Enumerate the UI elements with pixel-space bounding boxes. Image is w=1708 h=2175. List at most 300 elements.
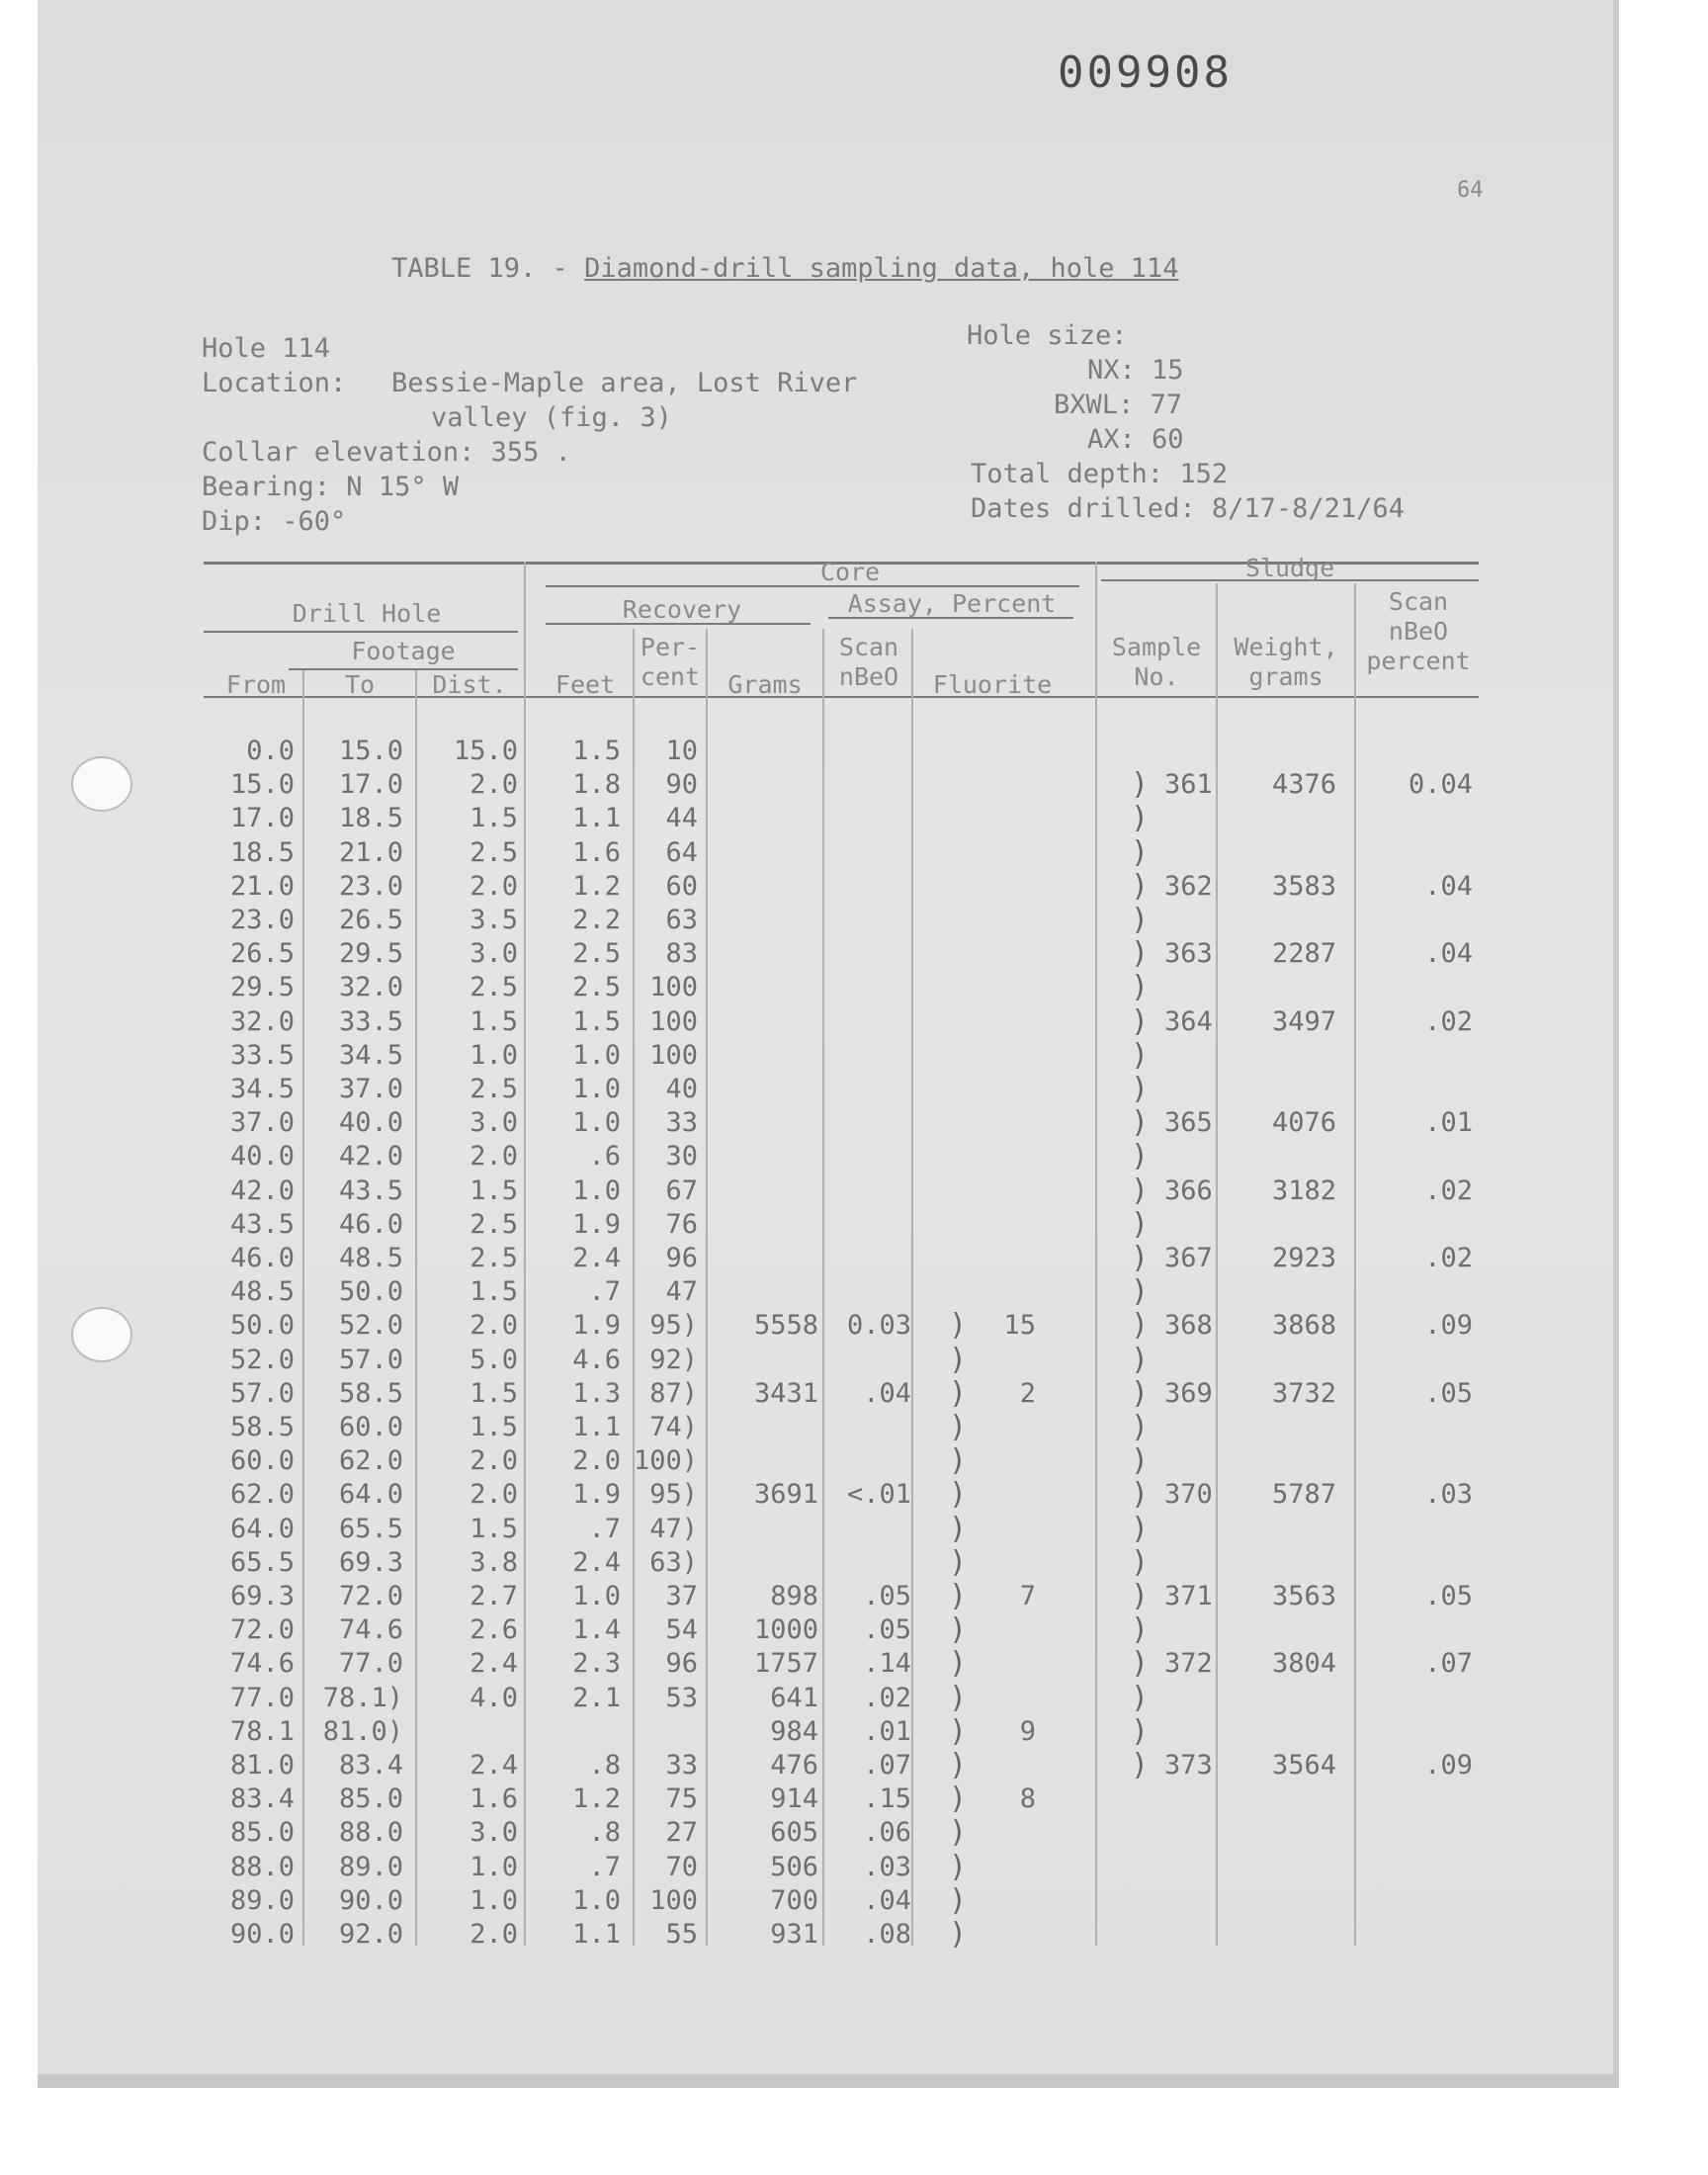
recovery-feet-cell: 4.6: [572, 1344, 621, 1375]
from-cell: 29.5: [229, 972, 295, 1003]
assay-grams-cell: 914: [770, 1784, 818, 1815]
recovery-feet-cell: .8: [588, 1817, 621, 1849]
assay-group-brace: ): [949, 1477, 968, 1513]
dist-cell: 2.5: [470, 1208, 518, 1240]
hdr-weight-grams: Weight, grams: [1234, 633, 1338, 691]
vline-feet: [633, 629, 635, 1946]
dist-cell: 2.0: [470, 769, 518, 801]
sludge-group-brace: ): [1131, 1748, 1150, 1783]
recovery-percent-cell: 100: [649, 1884, 698, 1916]
dist-cell: 2.0: [470, 1479, 518, 1511]
sludge-sample-cell: 361: [1164, 769, 1213, 801]
dist-cell: 3.5: [470, 905, 518, 935]
fluorite-cell: 15: [1003, 1310, 1036, 1342]
dist-cell: 1.6: [470, 1784, 518, 1815]
sludge-sample-cell: 370: [1164, 1479, 1213, 1511]
recovery-feet-cell: 1.0: [572, 1107, 621, 1139]
sludge-scan-cell: .05: [1424, 1581, 1473, 1611]
to-cell: 74.6: [338, 1614, 403, 1646]
from-cell: 62.0: [229, 1479, 295, 1511]
recovery-feet-cell: 2.3: [572, 1648, 621, 1680]
drill-hole-rule: [204, 631, 518, 633]
sludge-group-brace: ): [1131, 1206, 1150, 1242]
from-cell: 23.0: [229, 905, 295, 935]
dist-cell: 3.0: [470, 1817, 518, 1849]
to-cell: 90.0: [338, 1884, 403, 1916]
sludge-scan-cell: .09: [1424, 1750, 1473, 1781]
sludge-weight-cell: 4376: [1271, 769, 1336, 801]
hdr-drill-hole: Drill Hole: [292, 599, 442, 628]
dist-cell: 2.5: [470, 1243, 518, 1273]
dip: Dip: -60°: [202, 506, 347, 537]
to-cell: 48.5: [338, 1243, 403, 1273]
dist-cell: 5.0: [470, 1344, 518, 1375]
dist-cell: 1.5: [470, 803, 518, 834]
recovery-percent-cell: 53: [665, 1682, 698, 1713]
from-cell: 40.0: [229, 1141, 295, 1173]
assay-group-brace: ): [949, 1410, 968, 1444]
sludge-group-brace: ): [1131, 903, 1150, 937]
dist-cell: 2.5: [470, 972, 518, 1003]
sludge-scan-cell: .02: [1424, 1243, 1473, 1273]
vline-scan: [911, 629, 913, 1946]
fluorite-cell: 2: [1019, 1377, 1036, 1409]
sludge-weight-cell: 3868: [1271, 1310, 1336, 1342]
recovery-percent-cell: 90: [665, 769, 698, 801]
assay-scan-cell: .14: [863, 1648, 911, 1680]
recovery-percent-cell: 33: [665, 1750, 698, 1781]
assay-scan-cell: .06: [863, 1817, 911, 1849]
recovery-percent-cell: 76: [665, 1208, 698, 1240]
dates-drilled: Dates drilled: 8/17-8/21/64: [971, 493, 1405, 524]
sludge-weight-cell: 3497: [1271, 1005, 1336, 1037]
sludge-sample-cell: 364: [1164, 1005, 1213, 1037]
sludge-sample-cell: 372: [1164, 1648, 1213, 1680]
recovery-feet-cell: 1.0: [572, 1074, 621, 1104]
sludge-group-brace: ): [1131, 1105, 1150, 1141]
vline-pct: [706, 629, 708, 1946]
vline-to: [415, 670, 417, 1946]
to-cell: 64.0: [338, 1479, 403, 1511]
to-cell: 60.0: [338, 1412, 403, 1442]
assay-group-brace: ): [949, 1646, 968, 1682]
location-line-2: valley (fig. 3): [431, 402, 672, 433]
from-cell: 81.0: [229, 1750, 295, 1781]
from-cell: 74.6: [229, 1648, 295, 1680]
recovery-feet-cell: .7: [588, 1513, 621, 1544]
from-cell: 18.5: [229, 836, 295, 868]
assay-grams-cell: 984: [770, 1715, 818, 1747]
vline-1: [524, 562, 526, 1946]
assay-group-brace: ): [949, 1511, 968, 1546]
recovery-percent-cell: 95): [649, 1479, 698, 1511]
sludge-group-brace: ): [1131, 1680, 1150, 1715]
title-text: Diamond-drill sampling data, hole 114: [584, 253, 1179, 284]
recovery-percent-cell: 75: [665, 1784, 698, 1815]
dist-cell: 4.0: [470, 1682, 518, 1713]
recovery-percent-cell: 54: [665, 1614, 698, 1646]
sludge-group-brace: ): [1131, 1579, 1150, 1613]
assay-grams-cell: 605: [770, 1817, 818, 1849]
recovery-percent-cell: 70: [665, 1851, 698, 1882]
to-cell: 33.5: [338, 1005, 403, 1037]
dist-cell: 1.5: [470, 1377, 518, 1409]
vline-sample: [1216, 583, 1218, 1946]
from-cell: 42.0: [229, 1174, 295, 1206]
sludge-scan-cell: .09: [1424, 1310, 1473, 1342]
sludge-scan-cell: 0.04: [1408, 769, 1473, 801]
assay-scan-cell: .03: [863, 1851, 911, 1882]
hdr-assay-percent: Assay, Percent: [847, 589, 1057, 618]
dist-cell: 1.5: [470, 1005, 518, 1037]
to-cell: 85.0: [338, 1784, 403, 1815]
from-cell: 21.0: [229, 870, 295, 902]
sludge-group-brace: ): [1131, 936, 1150, 972]
recovery-feet-cell: 1.0: [572, 1884, 621, 1916]
to-cell: 57.0: [338, 1344, 403, 1375]
from-cell: 69.3: [229, 1581, 295, 1611]
to-cell: 62.0: [338, 1445, 403, 1477]
sludge-group-brace: ): [1131, 1308, 1150, 1344]
dist-cell: 2.0: [470, 1445, 518, 1477]
sludge-weight-cell: 5787: [1271, 1479, 1336, 1511]
sludge-weight-cell: 4076: [1271, 1107, 1336, 1139]
location-label: Location:: [202, 368, 347, 398]
from-cell: 58.5: [229, 1412, 295, 1442]
from-cell: 46.0: [229, 1243, 295, 1273]
recovery-feet-cell: 1.4: [572, 1614, 621, 1646]
to-cell: 83.4: [338, 1750, 403, 1781]
dist-cell: 2.0: [470, 870, 518, 902]
from-cell: 17.0: [229, 803, 295, 834]
from-cell: 43.5: [229, 1208, 295, 1240]
assay-scan-cell: .04: [863, 1884, 911, 1916]
to-cell: 29.5: [338, 938, 403, 970]
recovery-feet-cell: 1.6: [572, 836, 621, 868]
sludge-scan-cell: .02: [1424, 1174, 1473, 1206]
sludge-group-brace: ): [1131, 1037, 1150, 1073]
recovery-feet-cell: 1.5: [572, 736, 621, 766]
recovery-percent-cell: 47: [665, 1276, 698, 1308]
to-cell: 18.5: [338, 803, 403, 834]
hdr-fluorite: Fluorite: [932, 670, 1053, 699]
from-cell: 57.0: [229, 1377, 295, 1409]
dist-cell: 3.0: [470, 1107, 518, 1139]
vline-grams: [822, 629, 824, 1946]
recovery-feet-cell: 1.1: [572, 1919, 621, 1950]
sludge-sample-cell: 369: [1164, 1377, 1213, 1409]
assay-group-brace: ): [949, 1748, 968, 1783]
sludge-weight-cell: 3182: [1271, 1174, 1336, 1206]
from-cell: 60.0: [229, 1445, 295, 1477]
assay-group-brace: ): [949, 1882, 968, 1918]
from-cell: 52.0: [229, 1344, 295, 1375]
assay-grams-cell: 1000: [753, 1614, 818, 1646]
assay-scan-cell: <.01: [846, 1479, 911, 1511]
hdr-scan-nbeo: Scan nBeO: [838, 633, 899, 691]
title-prefix: TABLE 19. -: [391, 253, 585, 284]
dist-cell: 2.4: [470, 1648, 518, 1680]
vline-weight: [1354, 583, 1356, 1946]
recovery-feet-cell: 2.4: [572, 1546, 621, 1578]
to-cell: 34.5: [338, 1039, 403, 1071]
sludge-scan-cell: .02: [1424, 1005, 1473, 1037]
hole-size-nx: NX: 15: [1087, 355, 1184, 386]
assay-group-brace: ): [949, 1612, 968, 1648]
to-cell: 92.0: [338, 1919, 403, 1950]
recovery-percent-cell: 100: [649, 972, 698, 1003]
sludge-sample-cell: 373: [1164, 1750, 1213, 1781]
recovery-percent-cell: 100: [649, 1039, 698, 1071]
to-cell: 65.5: [338, 1513, 403, 1544]
sludge-group-brace: ): [1131, 834, 1150, 870]
vline-from: [302, 670, 304, 1946]
recovery-feet-cell: 2.1: [572, 1682, 621, 1713]
recovery-feet-cell: 1.2: [572, 1784, 621, 1815]
bearing: Bearing: N 15° W: [202, 472, 460, 502]
page-number: 64: [1457, 178, 1484, 203]
assay-scan-cell: .05: [863, 1614, 911, 1646]
to-cell: 23.0: [338, 870, 403, 902]
recovery-feet-cell: .8: [588, 1750, 621, 1781]
dist-cell: 3.8: [470, 1546, 518, 1578]
sludge-scan-cell: .04: [1424, 938, 1473, 970]
dist-cell: 15.0: [453, 736, 518, 766]
sludge-group-brace: ): [1131, 868, 1150, 904]
recovery-feet-cell: 2.0: [572, 1445, 621, 1477]
hole-id: Hole 114: [202, 333, 331, 364]
recovery-percent-cell: 83: [665, 938, 698, 970]
recovery-feet-cell: 1.1: [572, 803, 621, 834]
sludge-group-brace: ): [1131, 1274, 1150, 1310]
from-cell: 83.4: [229, 1784, 295, 1815]
recovery-feet-cell: 2.4: [572, 1243, 621, 1273]
recovery-percent-cell: 74): [649, 1412, 698, 1442]
from-cell: 78.1: [229, 1715, 295, 1747]
from-cell: 33.5: [229, 1039, 295, 1071]
sludge-group-brace: ): [1131, 801, 1150, 836]
recovery-percent-cell: 47): [649, 1513, 698, 1544]
assay-grams-cell: 3431: [753, 1377, 818, 1409]
hdr-dist: Dist.: [432, 670, 507, 699]
to-cell: 52.0: [338, 1310, 403, 1342]
assay-grams-cell: 898: [770, 1581, 818, 1611]
dist-cell: 2.4: [470, 1750, 518, 1781]
sludge-group-brace: ): [1131, 1544, 1150, 1580]
to-cell: 21.0: [338, 836, 403, 868]
location-line-1: Bessie-Maple area, Lost River: [391, 368, 858, 398]
recovery-feet-cell: 1.8: [572, 769, 621, 801]
to-cell: 50.0: [338, 1276, 403, 1308]
hdr-recovery: Recovery: [622, 595, 742, 624]
assay-grams-cell: 476: [770, 1750, 818, 1781]
assay-grams-cell: 931: [770, 1919, 818, 1950]
recovery-feet-cell: 1.5: [572, 1005, 621, 1037]
recovery-feet-cell: 1.1: [572, 1412, 621, 1442]
hdr-from: From: [225, 670, 287, 699]
recovery-feet-cell: .7: [588, 1276, 621, 1308]
sludge-sample-cell: 362: [1164, 870, 1213, 902]
assay-scan-cell: .07: [863, 1750, 911, 1781]
from-cell: 65.5: [229, 1546, 295, 1578]
assay-group-brace: ): [949, 1375, 968, 1411]
recovery-feet-cell: 1.9: [572, 1310, 621, 1342]
assay-group-brace: ): [949, 1308, 968, 1344]
hdr-grams: Grams: [727, 670, 803, 699]
to-cell: 43.5: [338, 1174, 403, 1206]
sludge-group-brace: ): [1131, 1443, 1150, 1479]
recovery-feet-cell: 1.0: [572, 1174, 621, 1206]
recovery-percent-cell: 100): [633, 1445, 698, 1477]
sludge-group-brace: ): [1131, 970, 1150, 1005]
to-cell: 81.0): [322, 1715, 403, 1747]
assay-grams-cell: 700: [770, 1884, 818, 1916]
assay-scan-cell: .05: [863, 1581, 911, 1611]
assay-group-brace: ): [949, 1579, 968, 1613]
assay-group-brace: ): [949, 1815, 968, 1851]
recovery-feet-cell: 1.9: [572, 1208, 621, 1240]
sludge-group-brace: ): [1131, 1241, 1150, 1275]
assay-group-brace: ): [949, 1544, 968, 1580]
dist-cell: 1.0: [470, 1851, 518, 1882]
assay-group-brace: ): [949, 1782, 968, 1817]
recovery-feet-cell: 1.9: [572, 1479, 621, 1511]
sludge-sample-cell: 365: [1164, 1107, 1213, 1139]
hole-size-bxwl: BXWL: 77: [1054, 390, 1183, 420]
assay-grams-cell: 506: [770, 1851, 818, 1882]
sludge-weight-cell: 2923: [1271, 1243, 1336, 1273]
sludge-weight-cell: 3732: [1271, 1377, 1336, 1409]
hdr-percent: Per- cent: [640, 633, 701, 691]
assay-scan-cell: .04: [863, 1377, 911, 1409]
to-cell: 37.0: [338, 1074, 403, 1104]
sludge-scan-cell: .04: [1424, 870, 1473, 902]
hdr-scan-percent: Scan nBeO percent: [1366, 587, 1471, 675]
assay-scan-cell: .08: [863, 1919, 911, 1950]
assay-group-brace: ): [949, 1680, 968, 1715]
assay-scan-cell: 0.03: [846, 1310, 911, 1342]
recovery-percent-cell: 64: [665, 836, 698, 868]
sludge-group-brace: ): [1131, 1139, 1150, 1174]
recovery-percent-cell: 96: [665, 1648, 698, 1680]
sludge-group-brace: ): [1131, 1375, 1150, 1411]
from-cell: 89.0: [229, 1884, 295, 1916]
to-cell: 77.0: [338, 1648, 403, 1680]
sludge-group-brace: ): [1131, 1511, 1150, 1546]
sludge-group-brace: ): [1131, 1003, 1150, 1039]
hdr-to: To: [344, 670, 376, 699]
recovery-feet-cell: 2.5: [572, 938, 621, 970]
assay-grams-cell: 1757: [753, 1648, 818, 1680]
dist-cell: 1.5: [470, 1276, 518, 1308]
sludge-weight-cell: 2287: [1271, 938, 1336, 970]
from-cell: 88.0: [229, 1851, 295, 1882]
from-cell: 26.5: [229, 938, 295, 970]
hdr-sample-no: Sample No.: [1111, 633, 1202, 691]
recovery-percent-cell: 100: [649, 1005, 698, 1037]
dist-cell: 1.0: [470, 1039, 518, 1071]
from-cell: 77.0: [229, 1682, 295, 1713]
sludge-sample-cell: 371: [1164, 1581, 1213, 1611]
assay-scan-cell: .02: [863, 1682, 911, 1713]
fluorite-cell: 9: [1019, 1715, 1036, 1747]
dist-cell: 1.0: [470, 1884, 518, 1916]
to-cell: 46.0: [338, 1208, 403, 1240]
recovery-percent-cell: 27: [665, 1817, 698, 1849]
hdr-sludge: Sludge: [1244, 554, 1335, 582]
assay-scan-cell: .15: [863, 1784, 911, 1815]
assay-group-brace: ): [949, 1713, 968, 1749]
sludge-sample-cell: 367: [1164, 1243, 1213, 1273]
recovery-percent-cell: 87): [649, 1377, 698, 1409]
hdr-feet: Feet: [555, 670, 616, 699]
recovery-percent-cell: 96: [665, 1243, 698, 1273]
recovery-percent-cell: 10: [665, 736, 698, 766]
total-depth: Total depth: 152: [971, 459, 1229, 489]
page-edge: [38, 2074, 1619, 2088]
to-cell: 72.0: [338, 1581, 403, 1611]
assay-group-brace: ): [949, 1443, 968, 1479]
to-cell: 69.3: [338, 1546, 403, 1578]
sludge-group-brace: ): [1131, 1713, 1150, 1749]
to-cell: 26.5: [338, 905, 403, 935]
recovery-percent-cell: 92): [649, 1344, 698, 1375]
assay-group-brace: ): [949, 1849, 968, 1884]
hdr-footage: Footage: [351, 637, 456, 665]
dist-cell: 3.0: [470, 938, 518, 970]
dist-cell: 1.5: [470, 1412, 518, 1442]
sludge-weight-cell: 3563: [1271, 1581, 1336, 1611]
assay-scan-cell: .01: [863, 1715, 911, 1747]
assay-group-brace: ): [949, 1342, 968, 1377]
sludge-scan-cell: .01: [1424, 1107, 1473, 1139]
recovery-feet-cell: 2.5: [572, 972, 621, 1003]
sludge-group-brace: ): [1131, 1342, 1150, 1377]
recovery-feet-cell: .6: [588, 1141, 621, 1173]
recovery-percent-cell: 63): [649, 1546, 698, 1578]
to-cell: 78.1): [322, 1682, 403, 1713]
table-title: [391, 253, 1179, 284]
from-cell: 50.0: [229, 1310, 295, 1342]
dist-cell: 2.5: [470, 1074, 518, 1104]
from-cell: 90.0: [229, 1919, 295, 1950]
from-cell: 32.0: [229, 1005, 295, 1037]
dist-cell: 2.0: [470, 1310, 518, 1342]
collar-elevation: Collar elevation: 355 .: [202, 437, 571, 468]
punch-hole-bottom: [71, 1307, 132, 1362]
recovery-percent-cell: 37: [665, 1581, 698, 1611]
hole-size-label: Hole size:: [967, 320, 1128, 351]
to-cell: 88.0: [338, 1817, 403, 1849]
recovery-feet-cell: .7: [588, 1851, 621, 1882]
dist-cell: 2.0: [470, 1141, 518, 1173]
assay-grams-cell: 3691: [753, 1479, 818, 1511]
recovery-percent-cell: 63: [665, 905, 698, 935]
to-cell: 17.0: [338, 769, 403, 801]
dist-cell: 2.7: [470, 1581, 518, 1611]
recovery-percent-cell: 55: [665, 1919, 698, 1950]
assay-grams-cell: 641: [770, 1682, 818, 1713]
sludge-sample-cell: 368: [1164, 1310, 1213, 1342]
sludge-scan-cell: .05: [1424, 1377, 1473, 1409]
to-cell: 15.0: [338, 736, 403, 766]
sludge-group-brace: ): [1131, 767, 1150, 803]
punch-hole-top: [71, 756, 132, 812]
from-cell: 37.0: [229, 1107, 295, 1139]
to-cell: 32.0: [338, 972, 403, 1003]
recovery-feet-cell: 1.3: [572, 1377, 621, 1409]
fluorite-cell: 8: [1019, 1784, 1036, 1815]
